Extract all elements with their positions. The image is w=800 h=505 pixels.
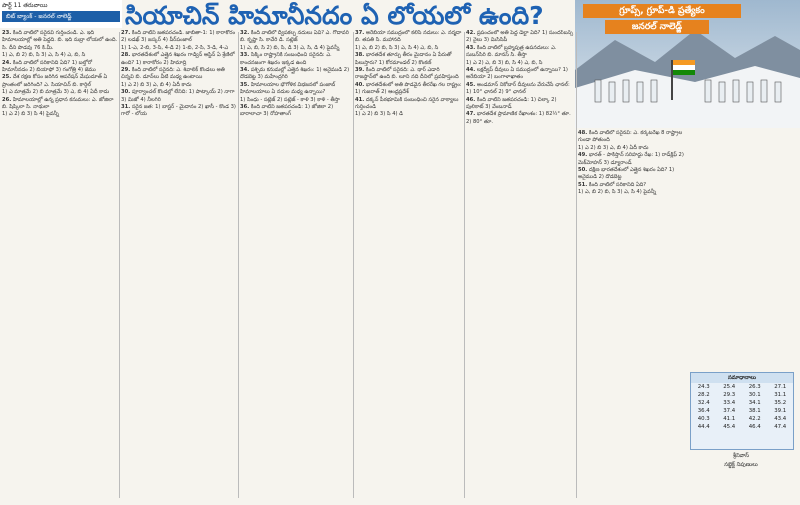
question-number: 33. [240, 52, 250, 59]
question-text: 1) ఎ 2) బి 3) ఎ, బి 4) ఏదీ కాదు [121, 81, 192, 88]
question-text: హిమాలయాల్లో ఉన్న ప్రధాన కనుమలు: ఎ. జోజిలా బి. షిప్కిలా సి. నాథులా [2, 96, 114, 111]
answer-cell: 33.4 [723, 400, 736, 406]
question-text: భారతదేశ తూర్పు తీరం మైదానం ఏ పేరుతో పిలుస్తారు? 1) కోరమాండల్ 2) కొంకణ్ [355, 52, 452, 66]
answer-cell: 41.1 [723, 416, 736, 422]
question-number: 40. [355, 81, 365, 88]
byline [690, 452, 792, 492]
question-number: 23. [2, 30, 12, 36]
question-item [355, 97, 463, 112]
question-number: 29. [121, 67, 131, 74]
answer-row [691, 415, 793, 423]
question-number: 31. [121, 104, 131, 111]
question-text: పూర్వాంచల్ కొండల్లో లేనిది: 1) పాట్కాయ్ 2) నాగా 3) మిజో 4) నీలగిరి [121, 89, 235, 103]
answer-cell: 46.4 [748, 424, 761, 430]
question-column [121, 30, 237, 500]
question-item [121, 104, 237, 119]
answer-key-title: సమాధానాలు [691, 373, 793, 383]
answer-cell: 37.4 [723, 408, 736, 414]
answer-cell: 39.1 [774, 408, 787, 414]
question-item [240, 30, 352, 45]
question-text: 1) ఎ, బి 2) బి, సి 3) ఎ, సి 4) ఎ, బి, సి [2, 52, 86, 59]
answer-row [691, 407, 793, 415]
question-number: 46. [466, 96, 476, 103]
column-divider [576, 32, 577, 498]
banner-subtitle: జనరల్ నాలెడ్జ్ [605, 20, 709, 34]
column-divider [119, 32, 120, 498]
question-text: భారత్ - పాకిస్తాన్ సరిహద్దు రేఖ: 1) రాడ్‌క్లిఫ్ 2) మెక్‌మోహన్ 3) డ్యూరాండ్ [578, 152, 684, 166]
answer-cell: 24.3 [697, 384, 710, 390]
question-item [121, 67, 237, 82]
question-item [355, 67, 463, 82]
question-column [240, 30, 352, 500]
author-role: సబ్జెక్ట్ నిపుణులు [724, 462, 758, 468]
question-text: భారతదేశంలో అతి పొడవైన తీరరేఖ గల రాష్ట్రం: 1) గుజరాత్ 2) ఆంధ్రప్రదేశ్ [355, 81, 462, 96]
question-text: అండమాన్ నికోబార్ దీవులను వేరుచేసే ఛానల్: 1) 10° ఛానల్ 2) 9° ఛానల్ [466, 81, 570, 96]
question-text: హిమాలయాల భౌగోళిక విభజనలో పంజాబ్ హిమాలయాలు ఏ నదుల మధ్య ఉన్నాయి? [240, 81, 336, 96]
column-divider [464, 32, 465, 498]
answer-row [691, 423, 793, 431]
answer-cell: 28.2 [697, 392, 710, 398]
column-divider [238, 32, 239, 498]
question-number: 34. [240, 67, 250, 74]
question-text: 1) 1-ఎ, 2-బి, 3-సి, 4-డి 2) 1-బి, 2-సి, 3-డి, 4-ఎ [121, 44, 229, 51]
section-header [0, 0, 122, 28]
question-number: 37. [355, 30, 365, 36]
answer-row [691, 399, 793, 407]
question-item [355, 52, 463, 67]
answer-cell: 38.1 [748, 408, 761, 414]
page-headline: సియాచిన్ హిమానీనదం ఏ లోయలో ఉంది? [125, 2, 544, 30]
question-item [2, 97, 118, 112]
question-number: 32. [240, 30, 250, 36]
question-text: కింది వాటిలో సరైనది: ఎ. శివాలిక్ కొండలు అతి చిన్నవి బి. డూన్‌లు వీటి మధ్య ఉంటాయి [121, 67, 225, 81]
answer-key-box [690, 372, 794, 450]
question-text: ప్రపంచంలో అతి పెద్ద డెల్టా ఏది? 1) సుందర్‌బన్స్ 2) నైలు 3) మిసిసిపీ [466, 30, 574, 44]
question-item [121, 30, 237, 45]
question-text: 1) ఎ 2) బి 3) సి 4) డి [355, 111, 404, 118]
question-item [240, 104, 352, 119]
question-text: అరేబియా సముద్రంలో కలిసే నదులు: ఎ. నర్మదా బి. తపతి సి. మహానది [355, 30, 462, 44]
question-text: 1) సింధు - సట్లెజ్ 2) సట్లెజ్ - కాళి 3) కాళి - తీస్తా [240, 96, 340, 103]
question-item [2, 60, 118, 75]
question-text: కింది వాటిలో సరైనవి గుర్తించండి. ఎ. ఇది హిమాలయాల్లో అతి పెద్దది. బి. ఇది నుబ్రా లోయలో ఉంది. సి. దీని పొడవు 76 కి.మీ. [2, 30, 118, 51]
answer-cell: 31.1 [774, 392, 787, 398]
question-item [578, 152, 686, 167]
question-text: 1) ఎ 2) బి 3) ఎ, బి 4) ఏదీ కాదు [578, 144, 649, 151]
question-number: 43. [466, 44, 476, 51]
question-number: 48. [578, 130, 588, 136]
question-item [121, 52, 237, 67]
banner-photo [575, 0, 800, 128]
question-item [578, 130, 686, 145]
question-text: కింది వాటిని జతపరచండి: 1) జోజిలా 2) బారాలాచా 3) రోహతాంగ్ [240, 104, 334, 118]
question-item [2, 74, 118, 89]
question-item [121, 89, 237, 104]
question-number: 38. [355, 52, 365, 59]
question-item [466, 82, 574, 97]
question-text: 1) ఎ, బి 2) బి, సి 3) ఎ, సి 4) పైవన్నీ [578, 189, 657, 196]
question-number: 51. [578, 181, 588, 188]
question-item [2, 52, 118, 59]
question-number: 45. [466, 81, 476, 88]
question-item [240, 67, 352, 82]
answer-cell: 29.3 [723, 392, 736, 398]
question-column [466, 30, 574, 500]
question-number: 49. [578, 152, 588, 159]
question-number: 27. [121, 30, 131, 36]
answer-cell: 45.4 [723, 424, 736, 430]
question-item [240, 97, 352, 104]
question-number: 24. [2, 59, 12, 66]
question-text: లక్షద్వీప్ దీవులు ఏ సముద్రంలో ఉన్నాయి? 1) అరేబియా 2) బంగాళాఖాతం [466, 67, 568, 81]
answer-cell: 40.3 [697, 416, 710, 422]
question-number: 28. [121, 52, 131, 59]
question-text: దక్కన్ పీఠభూమికి సంబంధించి సరైన వాక్యాలు గుర్తించండి [355, 96, 459, 111]
answer-cell: 27.1 [774, 384, 787, 390]
question-item [578, 167, 686, 182]
section-label: పార్ట్ 11 తరువాయి [2, 2, 48, 9]
question-column [578, 130, 686, 370]
question-text: కింది వాటిలో సరైనవి: ఎ. కర్కటరేఖ 8 రాష్ట్రాల గుండా పోతుంది [578, 130, 683, 144]
question-item [466, 111, 574, 126]
question-text: కింది వాటిలో బ్రహ్మపుత్ర ఉపనదులు: ఎ. సుబన్‌సిరి బి. మానస్ సి. తీస్తా [466, 44, 557, 59]
answer-row [691, 383, 793, 391]
author-name: శ్రీనివాస్ [732, 453, 749, 459]
question-number: 39. [355, 67, 365, 74]
answer-cell: 43.4 [774, 416, 787, 422]
question-text: దేశ రక్షణ కోసం జరిగిన ఆపరేషన్ మేఘదూత్ ఏ ప్రాంతంలో జరిగింది? ఎ. సియాచిన్ బి. కార్గిల్ [2, 74, 108, 88]
answer-cell: 32.4 [697, 400, 710, 406]
question-text: సిక్కిం రాష్ట్రానికి సంబంధించి సరైనది: ఎ. కాంచనజంగా శిఖరం ఇక్కడ ఉంది [240, 52, 332, 66]
question-number: 30. [121, 89, 131, 96]
question-item [578, 189, 686, 196]
question-item [2, 89, 118, 96]
question-number: 41. [355, 96, 365, 103]
question-text: 1) ఎ 2) బి 3) సి 4) పైవన్నీ [2, 111, 59, 118]
answer-cell: 26.3 [748, 384, 761, 390]
answer-row [691, 391, 793, 399]
question-text: 1) ఎ, బి 2) బి, సి 3) ఎ, సి 4) ఎ, బి, సి [355, 44, 439, 51]
question-text: భారతదేశ ప్రామాణిక రేఖాంశం: 1) 82½° తూ. 2) 80° తూ. [466, 111, 571, 125]
answer-cell: 25.4 [723, 384, 736, 390]
question-text: కింది వాటిలో సరికానిది ఏది? 1) బల్తోరో హిమానీనదం 2) బియాఫో 3) గంగోత్రి 4) జెము [2, 59, 96, 74]
question-number: 36. [240, 104, 250, 111]
question-text: కింది వాటిలో సరికానిది ఏది? [588, 181, 647, 188]
column-divider [353, 32, 354, 498]
question-item [355, 30, 463, 45]
question-item [2, 111, 118, 118]
question-item [466, 67, 574, 82]
question-text: కింది వాటిలో సరైనది: ఎ. థార్ ఎడారి రాజస్థాన్‌లో ఉంది బి. లూని నది దీనిలో ప్రవహిస్తుంది [355, 67, 459, 81]
question-number: 35. [240, 81, 250, 88]
question-item [466, 60, 574, 67]
question-text: 1) ఎ, బి, సి 2) బి, సి, డి 3) ఎ, సి, డి 4) పైవన్నీ [240, 44, 340, 51]
question-item [355, 111, 463, 118]
answer-key-table [691, 383, 793, 431]
question-number: 47. [466, 111, 476, 118]
answer-cell: 42.2 [748, 416, 761, 422]
question-text: దక్షిణ భారతదేశంలో ఎత్తైన శిఖరం ఏది? 1) అనైముడి 2) దొడబెట్ట [578, 167, 675, 181]
question-text: కింది వాటిని జతపరచండి. జాబితా-1: 1) కారాకోరం 2) లడఖ్ 3) జస్కర్ 4) పీర్‌పంజాల్ [121, 30, 236, 44]
question-text: 1) ఎ 2) ఎ, బి 3) బి, సి 4) ఎ, బి, సి [466, 59, 543, 66]
answer-cell: 34.1 [748, 400, 761, 406]
question-item [240, 52, 352, 67]
question-text: పశ్చిమ కనుమల్లో ఎత్తైన శిఖరం: 1) అనైముడి 2) దొడబెట్ట 3) మహేంద్రగిరి [240, 67, 350, 81]
answer-cell: 47.4 [774, 424, 787, 430]
banner-title: గ్రూప్స్, గ్రూప్-డి ప్రత్యేకం [583, 4, 741, 18]
question-text: కింది వాటిని జతపరచండి: 1) చిల్కా 2) పులికాట్ 3) వేంబనాడ్ [466, 96, 557, 111]
question-text: 1) ఎ మాత్రమే 2) బి మాత్రమే 3) ఎ, బి 4) ఏదీ కాదు [2, 89, 110, 96]
question-number: 42. [466, 30, 476, 36]
question-column [2, 30, 118, 500]
question-text: భారతదేశంలో ఎత్తైన శిఖరం గాడ్విన్ ఆస్టిన్ ఏ శ్రేణిలో ఉంది? 1) కారాకోరం 2) హిమాద్రి [121, 52, 235, 66]
question-number: 44. [466, 67, 476, 74]
question-text: సరైన జత: 1) బాస్టర్ - మైదానం 2) ఖాసీ - కొండ 3) గారో - లోయ [121, 104, 236, 118]
question-number: 25. [2, 74, 12, 81]
question-number: 26. [2, 96, 12, 103]
answer-cell: 35.2 [774, 400, 787, 406]
answer-cell: 44.4 [697, 424, 710, 430]
section-badge: బిట్ బ్యాంక్ - జనరల్ నాలెడ్జ్ [2, 11, 120, 22]
question-text: కింది వాటిలో ద్వీపకల్ప నదులు ఏవి? ఎ. గోదావరి బి. కృష్ణా సి. కావేరి డి. సట్లెజ్ [240, 30, 349, 44]
question-item [355, 82, 463, 97]
answer-cell: 36.4 [697, 408, 710, 414]
question-item [466, 97, 574, 112]
question-item [466, 45, 574, 60]
question-column [355, 30, 463, 500]
question-number: 50. [578, 167, 588, 174]
question-item [2, 30, 118, 52]
question-item [466, 30, 574, 45]
answer-cell: 30.1 [748, 392, 761, 398]
question-item [240, 82, 352, 97]
